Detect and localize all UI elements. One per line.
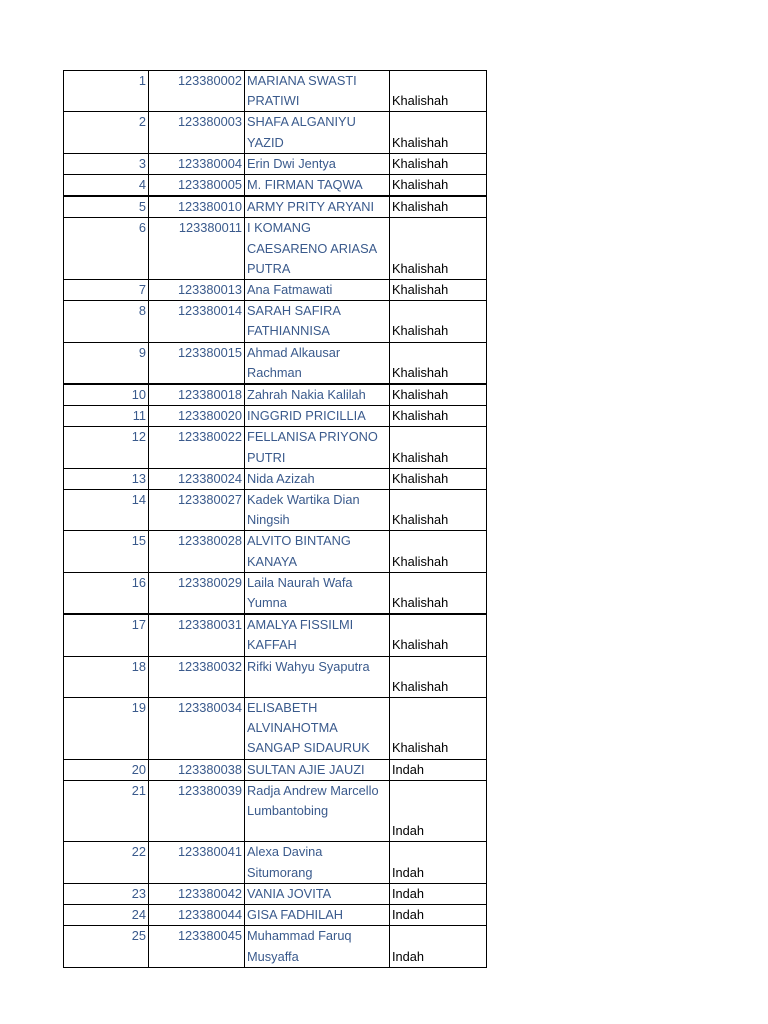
- table-row: [64, 406, 487, 427]
- student-name-cell: Ahmad Alkausar Rachman: [245, 342, 390, 384]
- table-row: [64, 698, 487, 760]
- table-row: [64, 342, 487, 384]
- student-name-cell: Laila Naurah Wafa Yumna: [245, 572, 390, 614]
- student-id-cell: 123380005: [149, 175, 245, 197]
- row-number-cell: 24: [64, 905, 149, 926]
- row-number-cell: 1: [64, 71, 149, 112]
- table-row: [64, 427, 487, 468]
- student-name-cell: Alexa Davina Situmorang: [245, 842, 390, 883]
- student-id-cell: 123380042: [149, 883, 245, 904]
- table-row: [64, 531, 487, 572]
- group-cell: Indah: [390, 780, 487, 842]
- row-number-cell: 6: [64, 218, 149, 280]
- student-id-cell: 123380024: [149, 468, 245, 489]
- table-row: [64, 842, 487, 883]
- student-id-cell: 123380010: [149, 196, 245, 218]
- row-number-cell: 3: [64, 153, 149, 174]
- student-id-cell: 123380028: [149, 531, 245, 572]
- row-number-cell: 19: [64, 698, 149, 760]
- student-id-cell: 123380015: [149, 342, 245, 384]
- group-cell: Khalishah: [390, 384, 487, 406]
- row-number-cell: 20: [64, 759, 149, 780]
- table-row: [64, 490, 487, 531]
- student-id-cell: 123380029: [149, 572, 245, 614]
- group-cell: Khalishah: [390, 153, 487, 174]
- student-list-table: [63, 70, 487, 968]
- student-name-cell: MARIANA SWASTI PRATIWI: [245, 71, 390, 112]
- table-row: [64, 112, 487, 153]
- table-row: [64, 175, 487, 197]
- student-id-cell: 123380044: [149, 905, 245, 926]
- table-row: [64, 883, 487, 904]
- table-row: [64, 153, 487, 174]
- student-id-cell: 123380031: [149, 614, 245, 656]
- group-cell: Khalishah: [390, 406, 487, 427]
- student-name-cell: ARMY PRITY ARYANI: [245, 196, 390, 218]
- student-id-cell: 123380018: [149, 384, 245, 406]
- student-name-cell: Kadek Wartika Dian Ningsih: [245, 490, 390, 531]
- table-row: [64, 280, 487, 301]
- table-row: [64, 656, 487, 697]
- student-name-cell: INGGRID PRICILLIA: [245, 406, 390, 427]
- student-name-cell: Rifki Wahyu Syaputra: [245, 656, 390, 697]
- row-number-cell: 10: [64, 384, 149, 406]
- group-cell: Khalishah: [390, 280, 487, 301]
- row-number-cell: 2: [64, 112, 149, 153]
- group-cell: Khalishah: [390, 427, 487, 468]
- student-id-cell: 123380004: [149, 153, 245, 174]
- student-id-cell: 123380032: [149, 656, 245, 697]
- table-body: [64, 71, 487, 968]
- row-number-cell: 12: [64, 427, 149, 468]
- student-id-cell: 123380039: [149, 780, 245, 842]
- student-id-cell: 123380022: [149, 427, 245, 468]
- student-name-cell: Ana Fatmawati: [245, 280, 390, 301]
- student-id-cell: 123380002: [149, 71, 245, 112]
- student-name-cell: Nida Azizah: [245, 468, 390, 489]
- group-cell: Indah: [390, 905, 487, 926]
- group-cell: Khalishah: [390, 531, 487, 572]
- row-number-cell: 8: [64, 301, 149, 342]
- student-name-cell: Zahrah Nakia Kalilah: [245, 384, 390, 406]
- group-cell: Khalishah: [390, 71, 487, 112]
- row-number-cell: 5: [64, 196, 149, 218]
- student-name-cell: SHAFA ALGANIYU YAZID: [245, 112, 390, 153]
- table-row: [64, 614, 487, 656]
- student-name-cell: Radja Andrew Marcello Lumbantobing: [245, 780, 390, 842]
- table-row: [64, 572, 487, 614]
- group-cell: Khalishah: [390, 175, 487, 197]
- table-row: [64, 759, 487, 780]
- group-cell: Indah: [390, 883, 487, 904]
- student-name-cell: ALVITO BINTANG KANAYA: [245, 531, 390, 572]
- student-id-cell: 123380027: [149, 490, 245, 531]
- table-row: [64, 384, 487, 406]
- table-row: [64, 468, 487, 489]
- student-id-cell: 123380034: [149, 698, 245, 760]
- group-cell: Khalishah: [390, 572, 487, 614]
- student-id-cell: 123380011: [149, 218, 245, 280]
- student-name-cell: Erin Dwi Jentya: [245, 153, 390, 174]
- student-id-cell: 123380038: [149, 759, 245, 780]
- row-number-cell: 11: [64, 406, 149, 427]
- row-number-cell: 14: [64, 490, 149, 531]
- group-cell: Indah: [390, 926, 487, 967]
- table-row: [64, 905, 487, 926]
- row-number-cell: 23: [64, 883, 149, 904]
- row-number-cell: 18: [64, 656, 149, 697]
- table-row: [64, 218, 487, 280]
- group-cell: Khalishah: [390, 112, 487, 153]
- student-name-cell: Muhammad Faruq Musyaffa: [245, 926, 390, 967]
- row-number-cell: 21: [64, 780, 149, 842]
- student-name-cell: M. FIRMAN TAQWA: [245, 175, 390, 197]
- student-name-cell: FELLANISA PRIYONO PUTRI: [245, 427, 390, 468]
- group-cell: Indah: [390, 759, 487, 780]
- student-name-cell: SARAH SAFIRA FATHIANNISA: [245, 301, 390, 342]
- row-number-cell: 7: [64, 280, 149, 301]
- group-cell: Khalishah: [390, 301, 487, 342]
- table-row: [64, 71, 487, 112]
- row-number-cell: 9: [64, 342, 149, 384]
- student-id-cell: 123380041: [149, 842, 245, 883]
- group-cell: Khalishah: [390, 196, 487, 218]
- row-number-cell: 22: [64, 842, 149, 883]
- student-name-cell: AMALYA FISSILMI KAFFAH: [245, 614, 390, 656]
- row-number-cell: 16: [64, 572, 149, 614]
- row-number-cell: 15: [64, 531, 149, 572]
- group-cell: Khalishah: [390, 342, 487, 384]
- table-row: [64, 780, 487, 842]
- group-cell: Khalishah: [390, 656, 487, 697]
- student-name-cell: I KOMANG CAESARENO ARIASA PUTRA: [245, 218, 390, 280]
- group-cell: Khalishah: [390, 468, 487, 489]
- student-id-cell: 123380003: [149, 112, 245, 153]
- group-cell: Khalishah: [390, 218, 487, 280]
- row-number-cell: 25: [64, 926, 149, 967]
- student-name-cell: SULTAN AJIE JAUZI: [245, 759, 390, 780]
- group-cell: Khalishah: [390, 698, 487, 760]
- student-id-cell: 123380013: [149, 280, 245, 301]
- group-cell: Khalishah: [390, 614, 487, 656]
- table-row: [64, 301, 487, 342]
- row-number-cell: 17: [64, 614, 149, 656]
- group-cell: Indah: [390, 842, 487, 883]
- student-id-cell: 123380045: [149, 926, 245, 967]
- student-name-cell: VANIA JOVITA: [245, 883, 390, 904]
- student-name-cell: GISA FADHILAH: [245, 905, 390, 926]
- row-number-cell: 13: [64, 468, 149, 489]
- student-id-cell: 123380014: [149, 301, 245, 342]
- group-cell: Khalishah: [390, 490, 487, 531]
- row-number-cell: 4: [64, 175, 149, 197]
- student-name-cell: ELISABETH ALVINAHOTMA SANGAP SIDAURUK: [245, 698, 390, 760]
- table-row: [64, 926, 487, 967]
- student-id-cell: 123380020: [149, 406, 245, 427]
- table-row: [64, 196, 487, 218]
